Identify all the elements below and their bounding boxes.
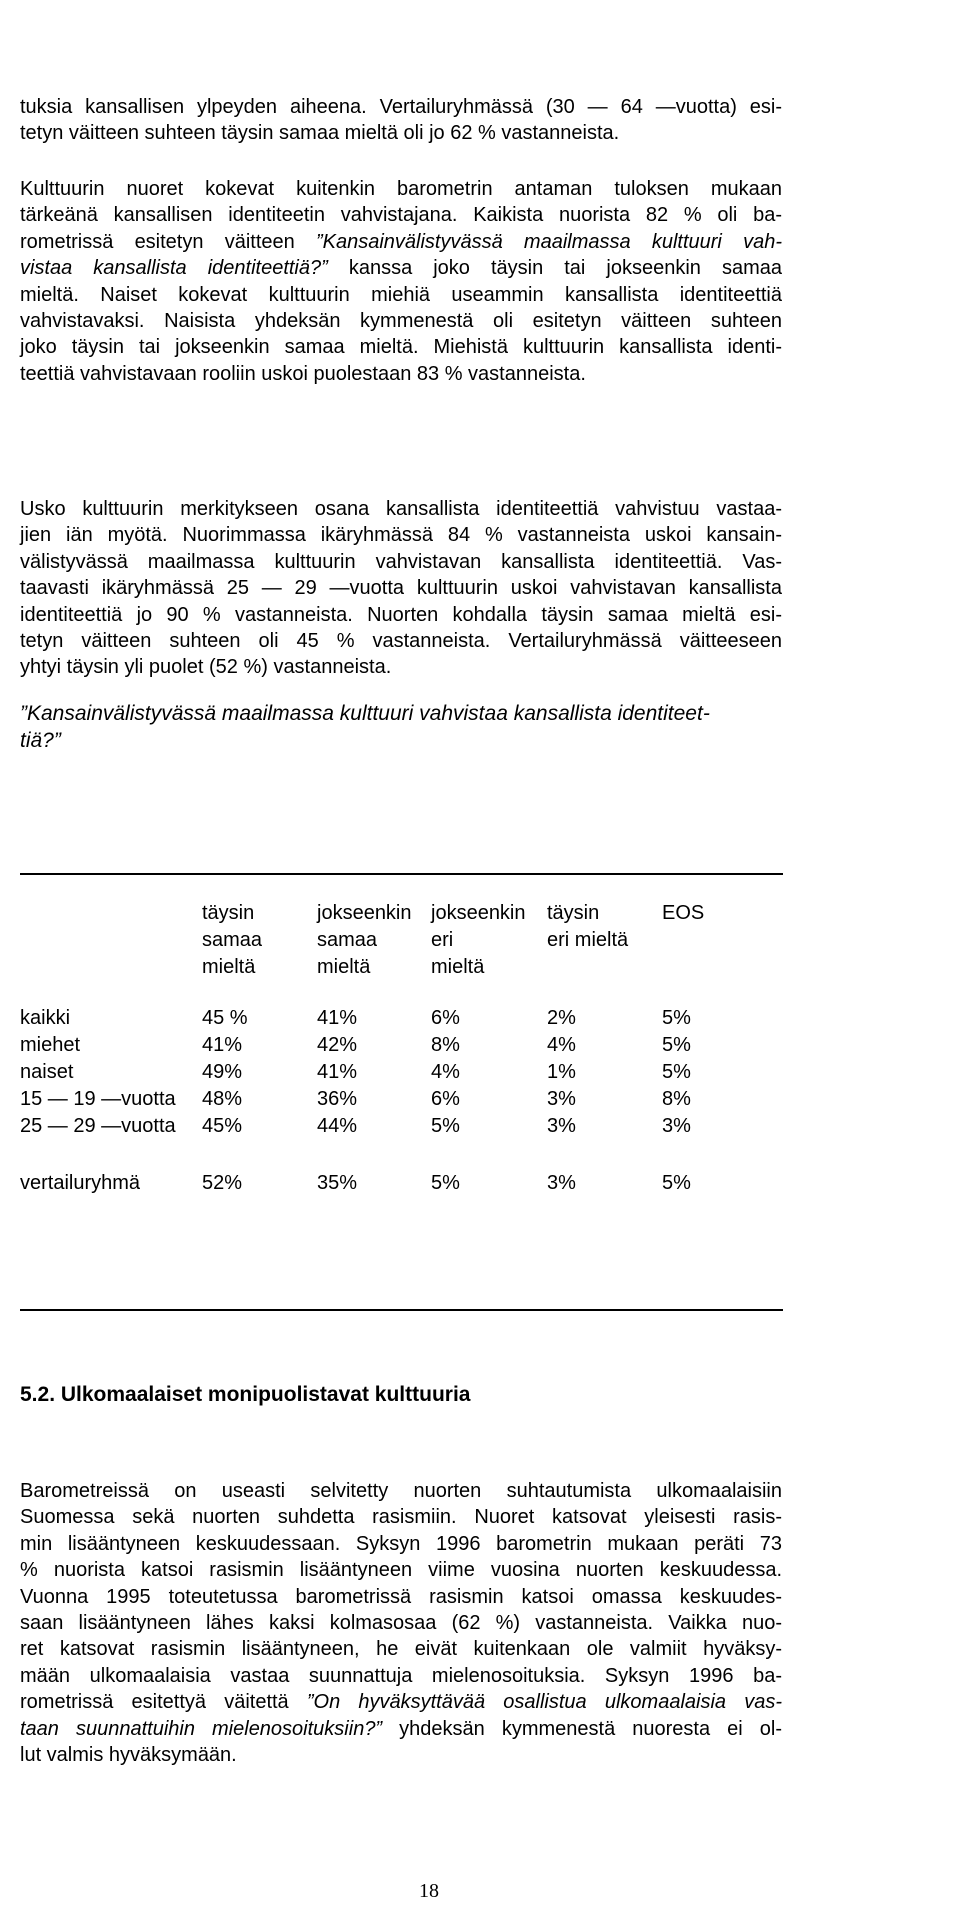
text-line [20,1584,782,1610]
table-cell: 4% [431,1061,460,1083]
page-number: 18 [419,1880,439,1902]
table-cell: 4% [547,1034,576,1056]
column-header-line: eri [431,929,454,951]
text-line: taavasti ikäryhmässä 25 — 29 —vuotta kulttuurin uskoi vahvistavan kansallista [20,577,782,600]
text-span: min lisääntyneen keskuudessaan. Syksyn 1996 barometrin mukaan peräti 73 [20,1532,782,1555]
table-cell: 35% [317,1172,358,1194]
table-cell: 48% [202,1088,243,1110]
table-cell: 3% [547,1115,576,1137]
text-span: Suomessa sekä nuorten suhdetta rasismiin. Nuoret katsovat yleisesti rasis- [20,1506,782,1529]
text-span: ret katsovat rasismin lisääntyneen, he eivät kuitenkaan ole valmiit hyväksy- [20,1638,782,1661]
table-cell: 41% [317,1061,358,1083]
column-header-line: jokseenkin [317,902,412,924]
text-line: jien iän myötä. Nuorimmassa ikäryhmässä 84 % vastanneista uskoi kansain- [20,524,782,547]
table-cell: 49% [202,1061,243,1083]
table-cell: 5% [662,1007,691,1029]
table-cell: 41% [202,1034,243,1056]
text-line [20,1663,782,1689]
row-label: 15 — 19 —vuotta [20,1088,176,1110]
text-span: saan lisääntyneen lähes kaksi kolmasosaa (62 %) vastanneista. Vaikka nuo- [20,1612,782,1635]
table-caption [20,700,782,754]
table-cell: 42% [317,1034,358,1056]
quoted-statement: vistaa kansallista identiteettiä?” [20,257,328,280]
text-line [20,1689,782,1715]
text-line [20,308,782,334]
text-line [20,361,782,387]
header-title: Nuorisoasian neuvottelukunta: Nuorisobarometri 2/1999 [255,6,746,26]
text-line [20,255,782,281]
column-header [662,900,704,927]
text-span: yhdeksän kymmenestä nuoresta ei ol- [382,1717,782,1740]
text-line [20,229,782,255]
text-span: kanssa joko täysin tai jokseenkin samaa [327,257,782,280]
table-cell: 45 % [202,1007,248,1029]
row-label: miehet [20,1034,81,1056]
column-header [202,900,262,981]
text-span: joko täysin tai jokseenkin samaa mieltä. Miehistä kulttuurin kansallista identi- [20,336,782,359]
row-label: vertailuryhmä [20,1172,141,1194]
table-bottom-rule [20,1309,783,1311]
column-header-line: täysin [202,902,255,924]
quoted-statement: ”Kansainvälistyvässä maailmassa kulttuuri vah- [315,230,782,253]
paragraph-2 [20,176,782,387]
table-cell: 44% [317,1115,358,1137]
table-cell: 6% [431,1007,460,1029]
text-span: rometrissä esitetyn väitteen [20,230,316,253]
column-header-line: mieltä [431,956,485,978]
column-header [431,900,526,981]
table-row [20,1034,783,1061]
table-row [20,1172,783,1199]
quoted-statement: ”On hyväksyttävää osallistua ulkomaalaisia vas- [306,1691,782,1714]
text-line [20,202,782,228]
text-span: lut valmis hyväksymään. [20,1744,237,1767]
text-line [20,1557,782,1583]
text-span: Barometreissä on useasti selvitetty nuorten suhtautumista ulkomaalaisiin [20,1480,782,1502]
table-cell: 41% [317,1007,358,1029]
table-top-rule [20,873,783,875]
text-line [20,1716,782,1742]
text-span: % nuorista katsoi rasismin lisääntyneen viime vuosina nuorten keskuudessa. [20,1559,782,1582]
paragraph-3 [20,496,782,681]
table-row [20,1061,783,1088]
text-span: mään ulkomaalaisia vastaa suunnattuja mielenosoituksia. Syksyn 1996 ba- [20,1664,782,1687]
text-line: tetyn väitteen suhteen oli 45 % vastanneista. Vertailuryhmässä väitteeseen [20,630,782,653]
table-cell: 45% [202,1115,243,1137]
text-line [20,1504,782,1530]
text-span: tärkeänä kansallisen identiteetin vahvistajana. Kaikista nuorista 82 % oli ba- [20,204,782,227]
text-line [20,1742,782,1768]
text-line [20,1636,782,1662]
table-cell: 5% [662,1061,691,1083]
table-cell: 3% [547,1172,576,1194]
table-cell: 8% [431,1034,460,1056]
table-cell: 8% [662,1088,691,1110]
column-header-line: eri mieltä [547,929,629,951]
column-header-line: samaa [202,929,263,951]
text-line: Usko kulttuurin merkitykseen osana kansallista identiteettiä vahvistuu vastaa- [20,498,782,520]
text-line [20,282,782,308]
table-cell: 6% [431,1088,460,1110]
text-span: Kulttuurin nuoret kokevat kuitenkin barometrin antaman tuloksen mukaan [20,178,782,200]
table-row [20,1115,783,1142]
text-span: mieltä. Naiset kokevat kulttuurin miehiä useammin kansallista identiteettiä [20,283,782,306]
column-header [317,900,412,981]
text-span: teettiä vahvistavaan rooliin uskoi puolestaan 83 % vastanneista. [20,362,586,385]
section-title: 5.2. Ulkomaalaiset monipuolistavat kulttuuria [20,1383,471,1406]
table-cell: 5% [431,1115,460,1137]
text-span: vahvistavaksi. Naisista yhdeksän kymmenestä oli esitetyn väitteen suhteen [20,310,782,333]
text-line: välistyvässä maailmassa kulttuurin vahvistavan kansallista identiteettiä. Vas- [20,550,782,573]
text-line: tiä?” [20,729,61,752]
text-line [20,334,782,360]
text-line: identiteettiä jo 90 % vastanneista. Nuorten kohdalla täysin samaa mieltä esi- [20,603,782,626]
running-header [0,0,960,38]
row-label: naiset [20,1061,74,1083]
column-header-line: täysin [547,902,600,924]
row-label: kaikki [20,1007,71,1029]
text-line [20,1531,782,1557]
table-cell: 2% [547,1007,576,1029]
column-header-line: jokseenkin [431,902,526,924]
paragraph-1 [20,94,782,147]
text-line: ”Kansainvälistyvässä maailmassa kulttuuri vahvistaa kansallista identiteet- [20,702,710,725]
text-line [20,1478,782,1504]
text-line: tetyn väitteen suhteen täysin samaa mieltä oli jo 62 % vastanneista. [20,122,620,145]
column-header-line: samaa [317,929,378,951]
text-line [20,1610,782,1636]
text-line: tuksia kansallisen ylpeyden aiheena. Vertailuryhmässä (30 — 64 —vuotta) esi- [20,96,782,118]
column-header-line: mieltä [202,956,256,978]
table-cell: 52% [202,1172,243,1194]
table-cell: 1% [547,1061,576,1083]
paragraph-4 [20,1478,782,1768]
column-header-line: mieltä [317,956,371,978]
row-label: 25 — 29 —vuotta [20,1115,176,1137]
table-cell: 5% [662,1034,691,1056]
text-line: yhtyi täysin yli puolet (52 %) vastanneista. [20,656,392,679]
column-header [547,900,628,954]
text-span: rometrissä esitettyä väitettä [20,1691,307,1714]
table-row [20,1088,783,1115]
table-cell: 5% [662,1172,691,1194]
table-cell: 36% [317,1088,358,1110]
table-row [20,1007,783,1034]
column-header-line: EOS [662,902,705,924]
table-cell: 5% [431,1172,460,1194]
text-line [20,176,782,202]
table-cell: 3% [662,1115,691,1137]
text-span: Vuonna 1995 toteutetussa barometrissä rasismin katsoi omassa keskuudes- [20,1585,782,1608]
table-cell: 3% [547,1088,576,1110]
quoted-statement: taan suunnattuihin mielenosoituksiin?” [20,1717,383,1740]
